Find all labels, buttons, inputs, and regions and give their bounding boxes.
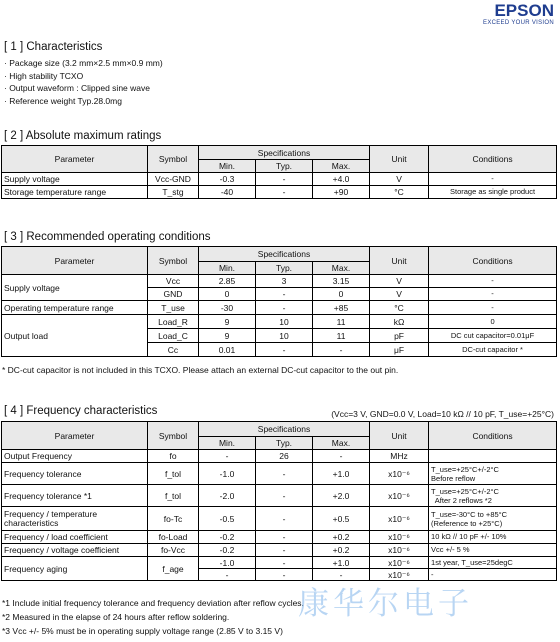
cell-symbol: fo-Vcc xyxy=(148,544,199,557)
cell-typ: 26 xyxy=(256,450,313,463)
cell-typ: - xyxy=(256,186,313,199)
cell-unit: x10⁻⁶ xyxy=(370,569,429,581)
bullet-item: · Reference weight Typ.28.0mg xyxy=(4,96,122,107)
cell-max: +2.0 xyxy=(313,485,370,507)
cell-min: 0.01 xyxy=(199,343,256,357)
cell-max: - xyxy=(313,450,370,463)
table-row xyxy=(2,544,557,557)
header-symbol: Symbol xyxy=(148,422,199,450)
cell-cond: - xyxy=(429,301,557,315)
bullet-item: · Output waveform : Clipped sine wave xyxy=(4,83,150,94)
cell-cond: DC-cut capacitor * xyxy=(429,343,557,357)
header-unit: Unit xyxy=(370,422,429,450)
cell-symbol: T_use xyxy=(148,301,199,315)
cell-typ: - xyxy=(256,485,313,507)
logo-brand: EPSON xyxy=(494,1,554,20)
cell-unit: x10⁻⁶ xyxy=(370,557,429,569)
cell-symbol: fo xyxy=(148,450,199,463)
cell-min: -1.0 xyxy=(199,557,256,569)
header-min: Min. xyxy=(199,160,256,173)
cell-typ: - xyxy=(256,544,313,557)
header-max: Max. xyxy=(313,262,370,275)
characteristics-list xyxy=(4,57,163,108)
cell-typ: - xyxy=(256,288,313,301)
table-row xyxy=(2,186,557,199)
cell-max: +85 xyxy=(313,301,370,315)
cell-param: Frequency aging xyxy=(2,557,148,581)
cell-unit: °C xyxy=(370,301,429,315)
cell-min: 9 xyxy=(199,329,256,343)
cell-unit: x10⁻⁶ xyxy=(370,463,429,485)
watermark: 康华尔电子 xyxy=(298,586,473,622)
bullet-item: · Package size (3.2 mm×2.5 mm×0.9 mm) xyxy=(4,58,163,68)
section-4-title: [ 4 ] Frequency characteristics xyxy=(4,405,158,417)
cond-line: (Reference to +25°C) xyxy=(431,518,503,528)
header-parameter: Parameter xyxy=(2,146,148,173)
cell-symbol: T_stg xyxy=(148,186,199,199)
header-max: Max. xyxy=(313,160,370,173)
cell-unit: kΩ xyxy=(370,315,429,329)
cell-param: Supply voltage xyxy=(2,275,148,301)
cell-min: -0.2 xyxy=(199,531,256,544)
cell-symbol: Vcc-GND xyxy=(148,173,199,186)
cell-param: Operating temperature range xyxy=(2,301,148,315)
cell-typ: - xyxy=(256,569,313,581)
cell-min: - xyxy=(199,569,256,581)
cell-typ: 10 xyxy=(256,329,313,343)
cell-symbol: Load_C xyxy=(148,329,199,343)
table-row xyxy=(2,275,557,288)
cell-param: Output Frequency xyxy=(2,450,148,463)
cell-max: - xyxy=(313,343,370,357)
cell-max: +0.5 xyxy=(313,507,370,531)
table-row xyxy=(2,301,557,315)
section-2-title: [ 2 ] Absolute maximum ratings xyxy=(4,130,162,142)
cell-typ: - xyxy=(256,301,313,315)
cell-min: -0.3 xyxy=(199,173,256,186)
cell-min: -30 xyxy=(199,301,256,315)
cell-cond: Storage as single product xyxy=(429,186,557,199)
table-row xyxy=(2,315,557,329)
table-row xyxy=(2,531,557,544)
cell-unit: x10⁻⁶ xyxy=(370,531,429,544)
cell-unit: MHz xyxy=(370,450,429,463)
cell-max: +4.0 xyxy=(313,173,370,186)
cell-max: - xyxy=(313,569,370,581)
cell-min: -0.2 xyxy=(199,544,256,557)
cell-min: -2.0 xyxy=(199,485,256,507)
cell-unit: pF xyxy=(370,329,429,343)
cell-cond: - xyxy=(429,173,557,186)
epson-logo xyxy=(483,2,554,26)
cell-unit: V xyxy=(370,173,429,186)
cell-unit: μF xyxy=(370,343,429,357)
header-max: Max. xyxy=(313,437,370,450)
section-1-title: [ 1 ] Characteristics xyxy=(4,41,103,53)
cond-line: T_use=+25°C+/-2°C xyxy=(431,464,499,474)
sec4-subtitle: (Vcc=3 V, GND=0.0 V, Load=10 kΩ // 10 pF, T_use=+25°C) xyxy=(331,409,554,419)
cell-max: +1.0 xyxy=(313,463,370,485)
cell-symbol: fo-Load xyxy=(148,531,199,544)
cell-unit: x10⁻⁶ xyxy=(370,544,429,557)
header-unit: Unit xyxy=(370,247,429,275)
logo-tagline: EXCEED YOUR VISION xyxy=(483,20,554,26)
param-line: Frequency / temperature xyxy=(4,508,98,519)
cell-max: +0.2 xyxy=(313,544,370,557)
header-unit: Unit xyxy=(370,146,429,173)
cell-symbol: f_tol xyxy=(148,485,199,507)
cell-param: Supply voltage xyxy=(2,173,148,186)
cell-typ: - xyxy=(256,463,313,485)
param-line: characteristics xyxy=(4,517,59,528)
header-conditions: Conditions xyxy=(429,422,557,450)
cell-param: Frequency / load coefficient xyxy=(2,531,148,544)
cell-unit: x10⁻⁶ xyxy=(370,485,429,507)
header-typ: Typ. xyxy=(256,262,313,275)
cell-unit: V xyxy=(370,275,429,288)
header-min: Min. xyxy=(199,262,256,275)
cell-symbol: f_age xyxy=(148,557,199,581)
sec4-note-1: *1 Include initial frequency tolerance and frequency deviation after reflow cycles. xyxy=(2,598,304,608)
cell-symbol: fo-Tc xyxy=(148,507,199,531)
cell-param: Frequency tolerance *1 xyxy=(2,485,148,507)
cell-min: 9 xyxy=(199,315,256,329)
cell-unit: x10⁻⁶ xyxy=(370,507,429,531)
cell-min: -40 xyxy=(199,186,256,199)
header-parameter: Parameter xyxy=(2,247,148,275)
cell-typ: 10 xyxy=(256,315,313,329)
cell-param: Storage temperature range xyxy=(2,186,148,199)
header-specs: Specifications xyxy=(199,146,370,160)
table-row xyxy=(2,485,557,507)
cell-cond xyxy=(429,450,557,463)
cell-cond: 0 xyxy=(429,315,557,329)
header-typ: Typ. xyxy=(256,160,313,173)
table-row xyxy=(2,463,557,485)
header-symbol: Symbol xyxy=(148,146,199,173)
cell-max: 11 xyxy=(313,329,370,343)
cond-line: Before reflow xyxy=(431,473,476,483)
sec3-note: * DC-cut capacitor is not included in this TCXO. Please attach an external DC-cut capacitor to the out pin. xyxy=(2,365,399,375)
header-specs: Specifications xyxy=(199,247,370,262)
header-symbol: Symbol xyxy=(148,247,199,275)
cell-param xyxy=(2,507,148,531)
cell-typ: - xyxy=(256,507,313,531)
recommended-conditions-table xyxy=(1,246,557,357)
header-min: Min. xyxy=(199,437,256,450)
sec4-note-3: *3 Vcc +/- 5% must be in operating supply voltage range (2.85 V to 3.15 V) xyxy=(2,626,283,636)
cell-typ: - xyxy=(256,531,313,544)
header-conditions: Conditions xyxy=(429,247,557,275)
cell-cond xyxy=(429,485,557,507)
cell-typ: - xyxy=(256,557,313,569)
sec4-note-2: *2 Measured in the elapse of 24 hours after reflow soldering. xyxy=(2,612,230,622)
cell-param: Frequency / voltage coefficient xyxy=(2,544,148,557)
cell-min: -0.5 xyxy=(199,507,256,531)
cell-max: 0 xyxy=(313,288,370,301)
cell-symbol: GND xyxy=(148,288,199,301)
cell-typ: - xyxy=(256,343,313,357)
cell-symbol: f_tol xyxy=(148,463,199,485)
cond-line: T_use=-30°C to +85°C xyxy=(431,509,508,519)
frequency-table xyxy=(1,421,557,581)
header-parameter: Parameter xyxy=(2,422,148,450)
cell-typ: 3 xyxy=(256,275,313,288)
cell-min: 2.85 xyxy=(199,275,256,288)
cond-line: T_use=+25°C+/-2°C xyxy=(431,486,499,496)
header-conditions: Conditions xyxy=(429,146,557,173)
cell-unit: V xyxy=(370,288,429,301)
cell-param: Frequency tolerance xyxy=(2,463,148,485)
cell-max: +90 xyxy=(313,186,370,199)
table-row xyxy=(2,173,557,186)
cell-cond: DC cut capacitor=0.01μF xyxy=(429,329,557,343)
bullet-item: · High stability TCXO xyxy=(4,70,84,81)
cell-min: - xyxy=(199,450,256,463)
cell-cond: - xyxy=(429,275,557,288)
table-row xyxy=(2,507,557,531)
cell-max: 3.15 xyxy=(313,275,370,288)
cell-unit: °C xyxy=(370,186,429,199)
cell-symbol: Vcc xyxy=(148,275,199,288)
cell-cond xyxy=(429,507,557,531)
header-specs: Specifications xyxy=(199,422,370,437)
cell-min: 0 xyxy=(199,288,256,301)
cell-cond: 10 kΩ // 10 pF +/- 10% xyxy=(429,531,557,544)
section-3-title: [ 3 ] Recommended operating conditions xyxy=(4,231,211,243)
cell-max: 11 xyxy=(313,315,370,329)
table-row xyxy=(2,557,557,569)
cell-symbol: Cc xyxy=(148,343,199,357)
cell-max: +0.2 xyxy=(313,531,370,544)
cond-line: After 2 reflows *2 xyxy=(431,495,492,505)
cell-cond: - xyxy=(429,288,557,301)
cell-cond xyxy=(429,463,557,485)
cell-typ: - xyxy=(256,173,313,186)
cell-min: -1.0 xyxy=(199,463,256,485)
absolute-max-table xyxy=(1,145,557,199)
cell-cond: Vcc +/- 5 % xyxy=(429,544,557,557)
cell-cond: - xyxy=(429,569,557,581)
table-row xyxy=(2,450,557,463)
header-typ: Typ. xyxy=(256,437,313,450)
cell-symbol: Load_R xyxy=(148,315,199,329)
cell-param: Output load xyxy=(2,315,148,357)
cell-max: +1.0 xyxy=(313,557,370,569)
cell-cond: 1st year, T_use=25degC xyxy=(429,557,557,569)
